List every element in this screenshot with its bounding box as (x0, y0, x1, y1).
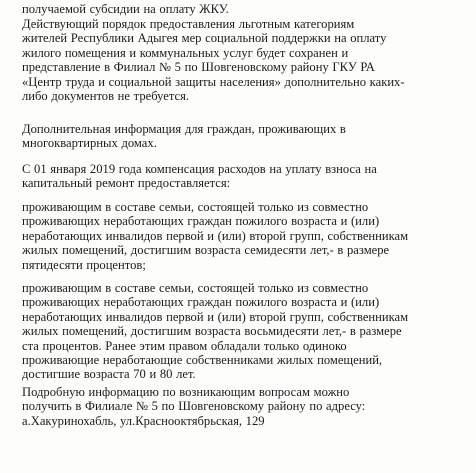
paragraph-hundred-percent-condition: проживающим в составе семьи, состоящей только из совместно проживающих неработающих граждан пожилого возраста и (или) неработающих инвалидов первой и (или) второй групп, собственникам жилых помещений, достигшим возраста восьмидесяти лет,- в размере ста процентов. Ранее этим правом обладали только одиноко проживающие неработающие собственниками жилых помещений, достигшие возраста 70 и 80 лет. (22, 281, 409, 382)
paragraph-compensation-intro: С 01 января 2019 года компенсация расходов на уплату взноса на капитальный ремонт предоставляется: (22, 162, 377, 191)
paragraph-benefit-procedure: Действующий порядок предоставления льготным категориям жителей Республики Адыгея мер социальной поддержки на оплату жилого помещения и коммунальных услуг будет сохранен и представление в Филиал № 5 по Шовгеновскому району ГКУ РА «Центр труда и социальной защиты населения» дополнительно каких- либо документов не требуется. (22, 17, 405, 104)
paragraph-contact-address: Подробную информацию по возникающим вопросам можно получить в Филиале № 5 по Шовгеновскому району по адресу: а.Хакуринохабль, ул.Краснооктябрьская, 129 (22, 385, 366, 428)
paragraph-subsidy-ending: получаемой субсидии на оплату ЖКУ. (22, 2, 229, 16)
paragraph-apartment-info-heading: Дополнительная информация для граждан, проживающих в многоквартирных домах. (22, 122, 346, 151)
paragraph-fifty-percent-condition: проживающим в составе семьи, состоящей только из совместно проживающих неработающих граждан пожилого возраста и (или) неработающих инвалидов первой и (или) второй групп, собственникам жилых помещений, достигшим возраста семидесяти лет,- в размере пятидесяти процентов; (22, 200, 409, 272)
